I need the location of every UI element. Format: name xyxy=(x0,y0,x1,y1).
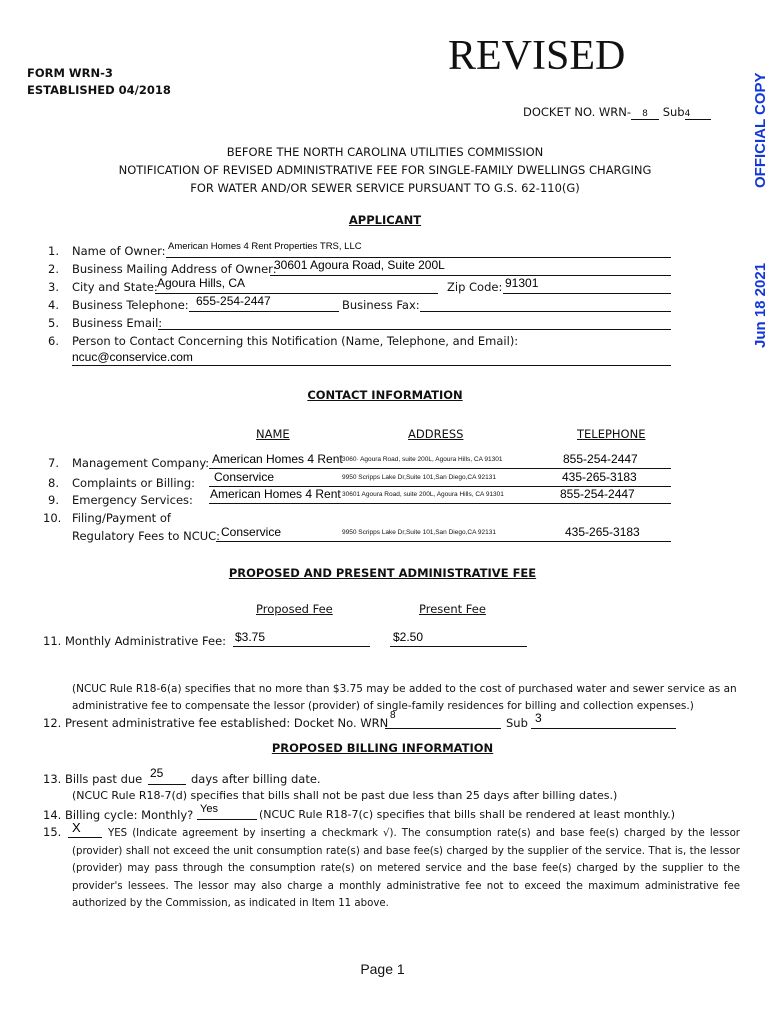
management-line xyxy=(209,468,671,469)
present-docket-label: 12. Present administrative fee established: Docket No. WRN xyxy=(43,716,389,730)
billing-cycle-line xyxy=(197,819,257,820)
billing-address: 9950 Scripps Lake Dr,Suite 101,San Diego,CA 92131 xyxy=(342,474,496,481)
item-4-num: 4. xyxy=(48,298,59,312)
yes-agreement-text: YES (Indicate agreement by inserting a checkmark √). The consumption rate(s) and base fee(s) charged by the lessor (provider) shall not exceed the unit consumption rate(s) and base fee(s) charged by the supplier of the service. That is, the lessor (provider) may pass through the consumption rate(s) on metered service and the base fee(s) charged by the supplier to the provider's lessees. The lessor may also charge a monthly administrative fee not to exceed the maximum administrative fee authorized by the Commission, as indicated in Item 11 above. xyxy=(72,828,740,909)
city-value: Agoura Hills, CA xyxy=(157,276,246,290)
filing-address: 9950 Scripps Lake Dr,Suite 101,San Diego,CA 92131 xyxy=(342,529,496,536)
billing-title: PROPOSED BILLING INFORMATION xyxy=(271,741,494,755)
docket-label: DOCKET NO. WRN- xyxy=(523,105,632,119)
zip-line xyxy=(503,293,671,294)
filing-date-stamp: Jun 18 2021 xyxy=(752,262,769,348)
filing-label: Filing/Payment of xyxy=(72,511,171,525)
sub-value: 4 xyxy=(685,109,711,120)
present-sub-value: 3 xyxy=(535,711,542,725)
email-label: Business Email: xyxy=(72,316,163,330)
proposed-fee-line xyxy=(233,646,370,647)
owner-label: Name of Owner: xyxy=(72,244,166,258)
address-line xyxy=(270,275,671,276)
billing-label: Complaints or Billing: xyxy=(72,476,196,490)
contact-label: Person to Contact Concerning this Notification (Name, Telephone, and Email): xyxy=(72,334,519,348)
emergency-phone: 855-254-2447 xyxy=(560,487,635,501)
present-sub-label: Sub xyxy=(506,716,528,730)
heading-line-3: FOR WATER AND/OR SEWER SERVICE PURSUANT TO G.S. 62-110(G) xyxy=(190,181,580,195)
past-due-note: (NCUC Rule R18-7(d) specifies that bills shall not be past due less than 25 days after billing dates.) xyxy=(72,789,618,802)
item-15-num: 15. xyxy=(43,825,62,839)
phone-label: Business Telephone: xyxy=(72,298,189,312)
management-label: Management Company: xyxy=(72,456,210,470)
item-2-num: 2. xyxy=(48,262,59,276)
docket-value: 8 xyxy=(631,109,659,120)
past-due-label: 13. Bills past due xyxy=(43,772,143,786)
revised-stamp: REVISED xyxy=(448,33,626,79)
address-value: 30601 Agoura Road, Suite 200L xyxy=(274,258,445,272)
billing-cycle-note: (NCUC Rule R18-7(c) specifies that bills shall be rendered at least monthly.) xyxy=(259,808,676,821)
owner-value: American Homes 4 Rent Properties TRS, LLC xyxy=(168,241,362,252)
present-sub-line xyxy=(531,728,676,729)
col-name-header: NAME xyxy=(256,427,290,441)
email-line xyxy=(158,329,671,330)
emergency-line xyxy=(209,503,671,504)
billing-cycle-value: Yes xyxy=(200,803,218,815)
yes-checkmark: X xyxy=(72,820,81,835)
heading-line-1: BEFORE THE NORTH CAROLINA UTILITIES COMMISSION xyxy=(226,145,544,159)
filing-line xyxy=(216,541,671,542)
fee-rule-note: (NCUC Rule R18-6(a) specifies that no more than $3.75 may be added to the cost of purchased water and sewer service as an administrative fee to compensate the lessor (provider) of single-family residences for billing and collection expenses.) xyxy=(72,683,737,712)
billing-name: Conservice xyxy=(214,470,275,484)
contact-value: ncuc@conservice.com xyxy=(72,350,193,364)
present-fee-header: Present Fee xyxy=(419,602,486,616)
phone-line xyxy=(189,311,339,312)
past-due-suffix: days after billing date. xyxy=(191,772,321,786)
proposed-fee-header: Proposed Fee xyxy=(256,602,333,616)
form-code: FORM WRN-3 xyxy=(27,66,113,80)
zip-label: Zip Code: xyxy=(447,280,503,294)
city-label: City and State: xyxy=(72,280,158,294)
docket-number xyxy=(523,105,711,120)
present-fee-value: $2.50 xyxy=(393,630,424,644)
contact-info-title: CONTACT INFORMATION xyxy=(307,388,463,402)
contact-line xyxy=(72,365,671,366)
zip-value: 91301 xyxy=(505,276,539,290)
applicant-title: APPLICANT xyxy=(348,213,422,227)
management-name: American Homes 4 Rent xyxy=(212,452,343,466)
fax-line xyxy=(420,311,671,312)
management-address: 3060· Agoura Road, suite 200L, Agoura Hills, CA 91301 xyxy=(342,456,503,463)
emergency-name: American Homes 4 Rent xyxy=(210,487,341,501)
present-docket-line xyxy=(385,728,501,729)
phone-value: 655-254-2447 xyxy=(196,294,271,308)
past-due-line xyxy=(148,784,186,785)
item-5-num: 5. xyxy=(48,316,59,330)
monthly-fee-label: 11. Monthly Administrative Fee: xyxy=(43,634,227,648)
col-address-header: ADDRESS xyxy=(408,427,464,441)
item-1-num: 1. xyxy=(48,244,59,258)
item-9-num: 9. xyxy=(48,493,59,507)
present-docket-value: 8 xyxy=(390,710,396,721)
present-fee-line xyxy=(390,646,527,647)
official-copy-stamp: OFFICIAL COPY xyxy=(752,72,769,188)
past-due-value: 25 xyxy=(150,766,164,780)
form-established: ESTABLISHED 04/2018 xyxy=(27,83,171,97)
sub-label: Sub xyxy=(662,105,685,119)
filing-label-2: Regulatory Fees to NCUC: xyxy=(72,529,221,543)
col-phone-header: TELEPHONE xyxy=(577,427,646,441)
filing-name: Conservice xyxy=(221,525,282,539)
emergency-label: Emergency Services: xyxy=(72,493,193,507)
emergency-address: 30601 Agoura Road, suite 200L, Agoura Hills, CA 91301 xyxy=(342,491,504,498)
item-7-num: 7. xyxy=(48,456,59,470)
page-number: Page 1 xyxy=(360,961,405,977)
proposed-fee-value: $3.75 xyxy=(235,630,266,644)
item-3-num: 3. xyxy=(48,280,59,294)
fax-label: Business Fax: xyxy=(342,298,420,312)
fees-title: PROPOSED AND PRESENT ADMINISTRATIVE FEE xyxy=(228,566,537,580)
item-10-num: 10. xyxy=(43,511,62,525)
item-6-num: 6. xyxy=(48,334,59,348)
management-phone: 855-254-2447 xyxy=(563,452,638,466)
billing-cycle-label: 14. Billing cycle: Monthly? xyxy=(43,808,194,822)
filing-phone: 435-265-3183 xyxy=(565,525,640,539)
heading-line-2: NOTIFICATION OF REVISED ADMINISTRATIVE FEE FOR SINGLE-FAMILY DWELLINGS CHARGING xyxy=(118,163,652,177)
billing-phone: 435-265-3183 xyxy=(562,470,637,484)
item-8-num: 8. xyxy=(48,476,59,490)
address-label: Business Mailing Address of Owner: xyxy=(72,262,277,276)
